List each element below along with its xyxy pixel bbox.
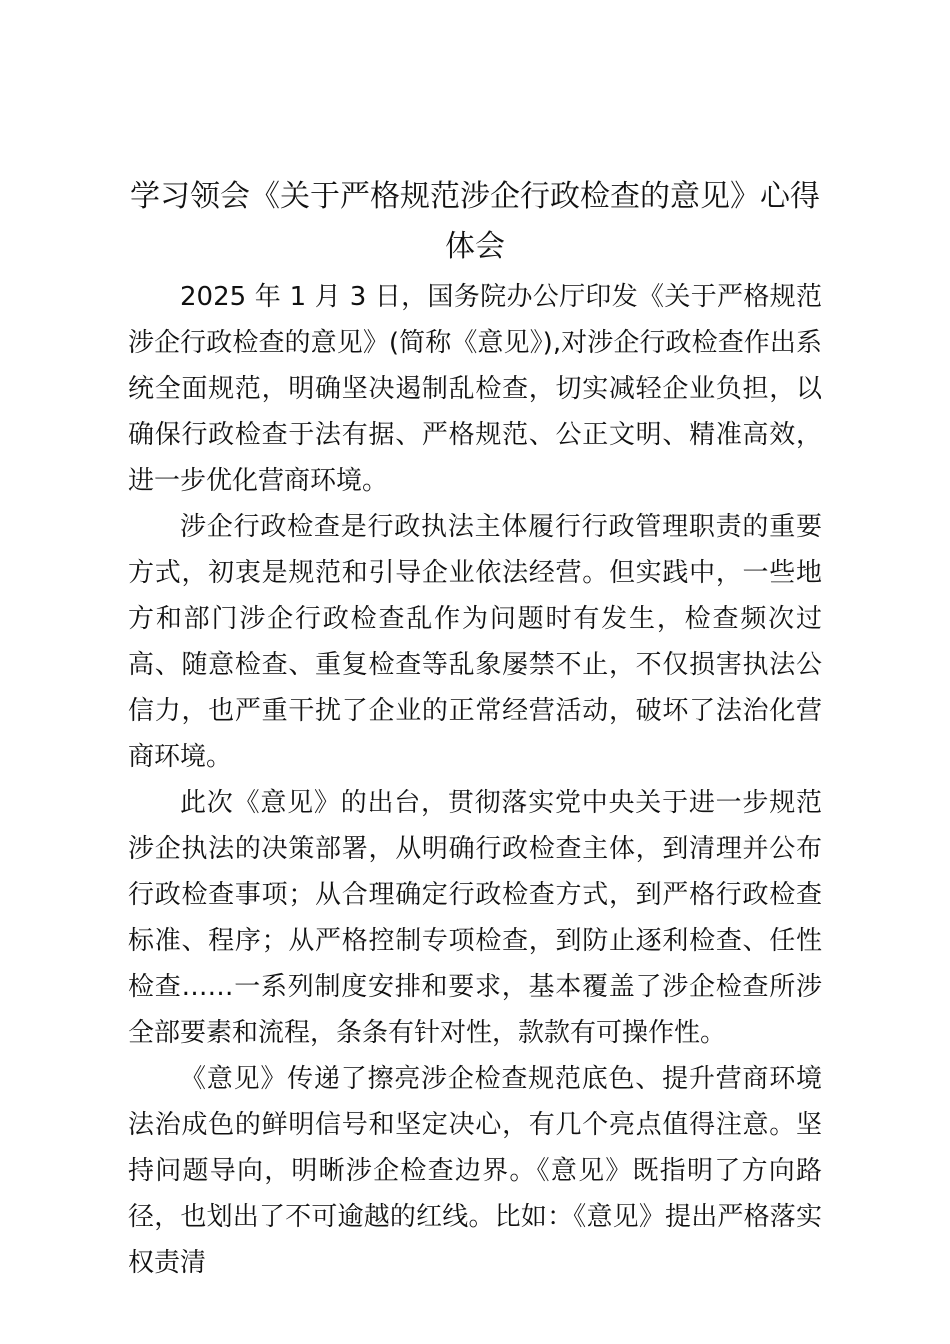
paragraph-3: 此次《意见》的出台，贯彻落实党中央关于进一步规范涉企执法的决策部署，从明确行政检查主体，到清理并公布行政检查事项；从合理确定行政检查方式，到严格行政检查标准、程序；从严格控制专项检查，到防止逐利检查、任性检查……一系列制度安排和要求，基本覆盖了涉企检查所涉全部要素和流程，条条有针对性，款款有可操作性。 — [128, 788, 822, 1048]
paragraph-1: 2025 年 1 月 3 日，国务院办公厅印发《关于严格规范涉企行政检查的意见》(简称《意见》),对涉企行政检查作出系统全面规范，明确坚决遏制乱检查，切实减轻企业负担，以确保行政检查于法有据、严格规范、公正文明、精准高效，进一步优化营商环境。 — [128, 282, 822, 496]
document-body — [128, 274, 822, 1286]
paragraph-2: 涉企行政检查是行政执法主体履行行政管理职责的重要方式，初衷是规范和引导企业依法经营。但实践中，一些地方和部门涉企行政检查乱作为问题时有发生，检查频次过高、随意检查、重复检查等乱象屡禁不止，不仅损害执法公信力，也严重干扰了企业的正常经营活动，破坏了法治化营商环境。 — [128, 512, 822, 772]
paragraph-4: 《意见》传递了擦亮涉企检查规范底色、提升营商环境法治成色的鲜明信号和坚定决心，有几个亮点值得注意。坚持问题导向，明晰涉企检查边界。《意见》既指明了方向路径，也划出了不可逾越的红线。比如：《意见》提出严格落实权责清 — [128, 1064, 822, 1278]
document-title: 学习领会《关于严格规范涉企行政检查的意见》心得体会 — [130, 179, 820, 264]
